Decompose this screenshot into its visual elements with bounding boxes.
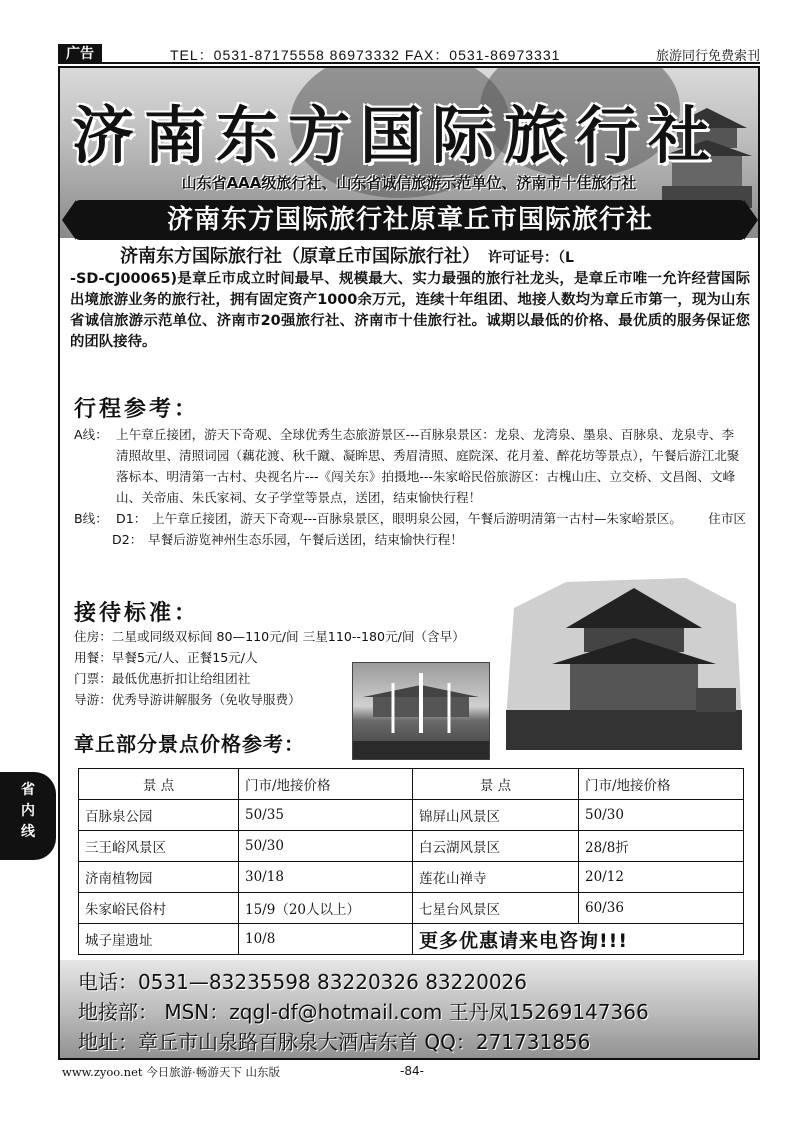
spot-price: 30/18 <box>239 862 413 893</box>
license-label: 许可证号：（L <box>488 250 574 266</box>
col-price-header: 门市/地接价格 <box>239 769 413 800</box>
table-row <box>79 831 744 862</box>
footer-site: www.zyoo.net 今日旅游·畅游天下 山东版 <box>62 1065 280 1079</box>
spot-price: 20/12 <box>579 862 744 893</box>
col-spot-header: 景 点 <box>79 769 239 800</box>
spot-price: 28/8折 <box>579 831 744 862</box>
standard-item: 用餐：早餐5元/人、正餐15元/人 <box>74 650 258 665</box>
banner-honors: 山东省AAA级旅行社、山东省诚信旅游示范单位、济南市十佳旅行社 <box>181 174 637 192</box>
banner-ribbon <box>74 200 746 240</box>
table-row <box>79 862 744 893</box>
route-b-body <box>112 508 746 550</box>
contact-strip <box>60 960 758 1060</box>
route-b-d1-tail: 住市区 <box>708 511 746 526</box>
intro-heading <box>70 246 750 269</box>
side-tab-char: 内 <box>21 803 35 819</box>
temple-photo <box>506 578 742 750</box>
route-a <box>74 424 746 508</box>
spot-name: 七星台风景区 <box>413 893 579 924</box>
table-header-row <box>79 769 744 800</box>
itinerary-list <box>74 424 746 550</box>
ad-frame <box>58 66 760 1060</box>
contact-address: 地址：章丘市山泉路百脉泉大酒店东首 QQ：271731856 <box>78 1030 591 1054</box>
route-b-d2 <box>112 529 746 550</box>
standards-heading: 接待标准： <box>74 601 200 626</box>
spot-name: 莲花山禅寺 <box>413 862 579 893</box>
side-tab <box>0 772 56 860</box>
promo-text: 更多优惠请来电咨询!!! <box>413 924 744 955</box>
col-spot-header: 景 点 <box>413 769 579 800</box>
table-row <box>79 800 744 831</box>
route-b-label: B线： <box>74 511 108 526</box>
header-bar <box>58 44 760 64</box>
route-a-label: A线： <box>74 427 108 442</box>
spot-name: 城子崖遗址 <box>79 924 239 955</box>
side-tab-char: 线 <box>21 824 35 840</box>
spot-name: 锦屏山风景区 <box>413 800 579 831</box>
spot-price: 10/8 <box>239 924 413 955</box>
route-b-d2-label: D2： <box>112 532 143 547</box>
intro-paragraph <box>70 246 750 353</box>
spot-name: 济南植物园 <box>79 862 239 893</box>
price-table <box>78 768 744 955</box>
contact-phone: 电话：0531—83235598 83220326 83220026 <box>78 970 528 994</box>
side-tab-char: 省 <box>21 782 35 798</box>
spot-price: 60/36 <box>579 893 744 924</box>
spot-price: 15/9（20人以上） <box>239 893 413 924</box>
route-b-d1-text: 上午章丘接团，游天下奇观---百脉泉景区，眼明泉公园，午餐后游明清第一古村—朱家峪景区。 <box>152 511 682 526</box>
spot-price: 50/30 <box>579 800 744 831</box>
header-right-tag: 旅游同行免费索刊 <box>655 49 760 64</box>
spot-price: 50/30 <box>239 831 413 862</box>
route-b-d2-text: 早餐后游览神州生态乐园，午餐后送团，结束愉快行程！ <box>148 532 463 547</box>
route-b-d1 <box>116 508 746 529</box>
fountain-photo <box>352 662 490 760</box>
spot-name: 三王峪风景区 <box>79 831 239 862</box>
standard-item: 导游：优秀导游讲解服务（免收导服费） <box>74 692 301 707</box>
itinerary-heading: 行程参考： <box>74 397 200 422</box>
spot-name: 百脉泉公园 <box>79 800 239 831</box>
page-number: -84- <box>400 1064 424 1078</box>
standard-item: 住房：二星或同级双标间 80—110元/间 三星110--180元/间（含早） <box>74 629 465 644</box>
table-row <box>79 893 744 924</box>
standard-item: 门票：最低优惠折扣让给组团社 <box>74 671 251 686</box>
spot-name: 白云湖风景区 <box>413 831 579 862</box>
banner <box>60 68 758 238</box>
col-price-header: 门市/地接价格 <box>579 769 744 800</box>
ad-tag: 广告 <box>58 44 102 64</box>
header-tel-fax: TEL：0531-87175558 86973332 FAX：0531-86973331 <box>170 47 561 63</box>
prices-heading: 章丘部分景点价格参考： <box>74 732 305 756</box>
banner-title: 济南东方国际旅行社 <box>72 99 721 172</box>
fountain-image <box>353 663 489 759</box>
table-row <box>79 924 744 955</box>
spot-price: 50/35 <box>239 800 413 831</box>
ribbon-text: 济南东方国际旅行社原章丘市国际旅行社 <box>166 205 653 235</box>
contact-msn: 地接部： MSN：zqgl-df@hotmail.com 王丹凤15269147366 <box>78 1000 649 1024</box>
route-b <box>74 508 746 550</box>
spot-name: 朱家峪民俗村 <box>79 893 239 924</box>
intro-body: -SD-CJ00065)是章丘市成立时间最早、规模最大、实力最强的旅行社龙头，是章丘市唯一允许经营国际出境旅游业务的旅行社，拥有固定资产1000余万元，连续十年组团、地接人数均为章丘市第一，现为山东省诚信旅游示范单位、济南市20强旅行社、济南市十佳旅行社。诚期以最低的价格、最优质的服务保证您的团队接待。 <box>70 271 750 350</box>
intro-heading-text: 济南东方国际旅行社（原章丘市国际旅行社） <box>120 246 480 267</box>
route-b-d1-label: D1： <box>116 511 147 526</box>
route-a-text: 上午章丘接团，游天下奇观、全球优秀生态旅游景区---百脉泉景区：龙泉、龙湾泉、墨泉、百脉泉、龙泉寺、李清照故里、清照词园（藕花渡、秋千蹴、凝眸思、秀眉清照、庭院深、花月羞、醉花坊等景点），午餐后游江北聚落标本、明清第一古村、央视名片---《闯关东》拍摄地---朱家峪民俗旅游区：古槐山庄、立交桥、文昌阁、文峰山、关帝庙、朱氏家祠、女子学堂等景点，送团，结束愉快行程！ <box>116 427 740 505</box>
